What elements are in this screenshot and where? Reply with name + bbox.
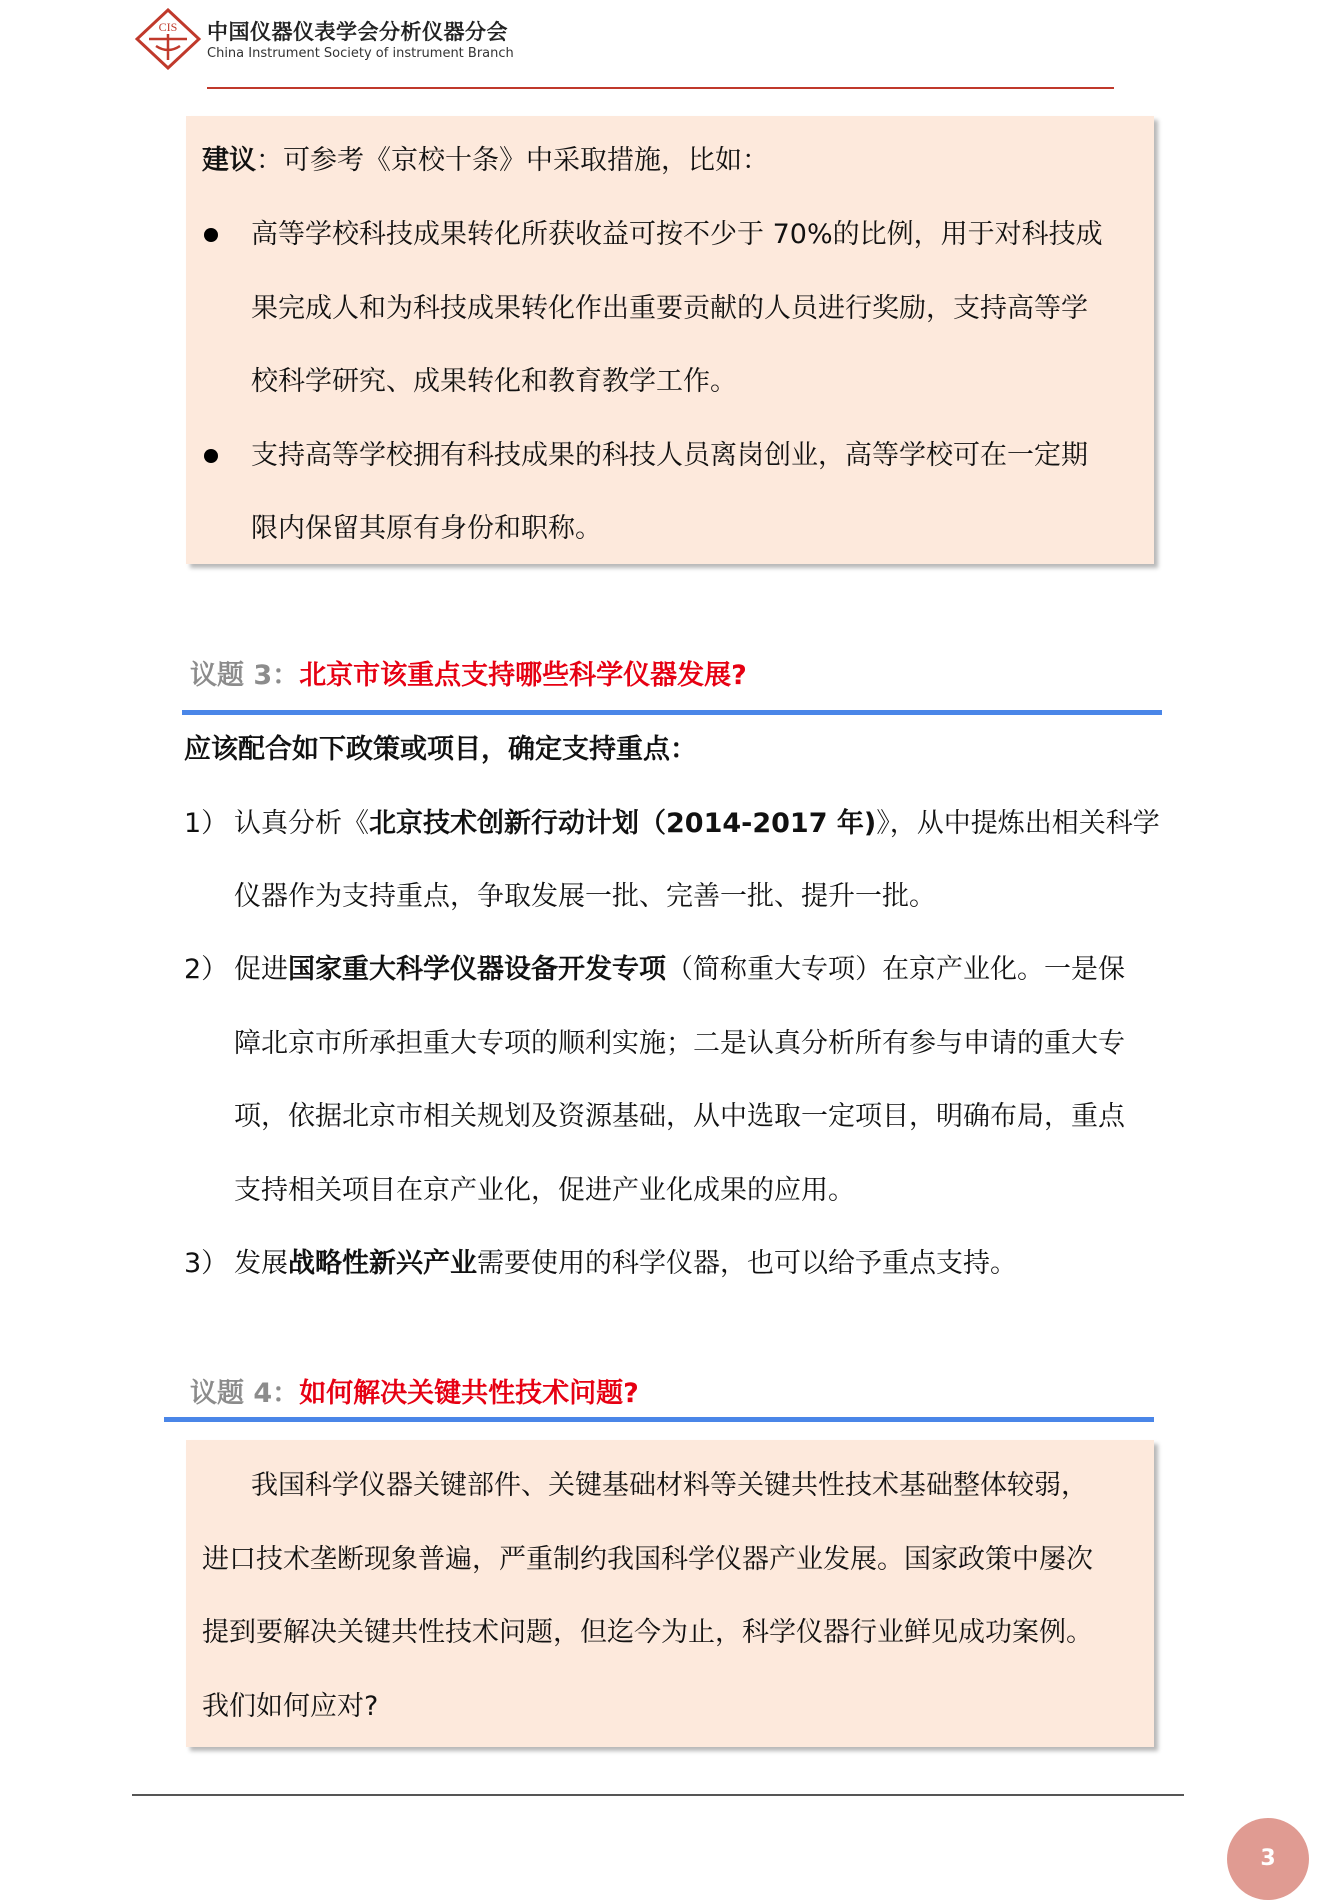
- item-3-post: 需要使用的科学仪器，也可以给予重点支持。: [477, 1248, 1017, 1279]
- topic-3-heading: [190, 658, 747, 694]
- topic-3-title: 北京市该重点支持哪些科学仪器发展?: [299, 660, 747, 691]
- topic-4-heading: [190, 1376, 639, 1412]
- bullet-icon: [204, 228, 218, 242]
- topic-4-para-line-3: 提到要解决关键共性技术问题，但迄今为止，科学仪器行业鲜见成功案例。: [202, 1617, 1093, 1648]
- topic-3-lead: 应该配合如下政策或项目，确定支持重点：: [184, 734, 697, 765]
- item-1-post: 》，从中提炼出相关科学: [876, 808, 1160, 839]
- suggestion-box: [186, 116, 1154, 564]
- item-1-line-2: 仪器作为支持重点，争取发展一批、完善一批、提升一批。: [234, 881, 936, 912]
- item-2-line-4: 支持相关项目在京产业化，促进产业化成果的应用。: [234, 1175, 855, 1206]
- item-1-line-1: [234, 806, 1160, 842]
- org-name-cn: 中国仪器仪表学会分析仪器分会: [207, 20, 508, 44]
- topic-4-para-line-4: 我们如何应对?: [202, 1691, 379, 1722]
- suggestion-intro: [202, 143, 769, 179]
- topic-3-rule: [182, 710, 1162, 715]
- header-divider: [207, 87, 1114, 89]
- bullet-1-line-3: 校科学研究、成果转化和教育教学工作。: [251, 366, 737, 397]
- topic-4-title: 如何解决关键共性技术问题?: [299, 1378, 639, 1409]
- item-1-bold: 北京技术创新行动计划（2014-2017 年): [369, 808, 877, 839]
- item-2-post: （简称重大专项）在京产业化。一是保: [666, 954, 1125, 985]
- logo-text: CIS: [158, 20, 178, 34]
- bullet-1-line-2: 果完成人和为科技成果转化作出重要贡献的人员进行奖励，支持高等学: [251, 293, 1088, 324]
- bullet-icon: [204, 449, 218, 463]
- item-3-line-1: [234, 1246, 1017, 1282]
- item-2-number: 2）: [184, 954, 229, 985]
- footer-divider: [132, 1794, 1184, 1796]
- bullet-2-line-1: 支持高等学校拥有科技成果的科技人员离岗创业，高等学校可在一定期: [251, 440, 1088, 471]
- item-1-pre: 认真分析《: [234, 808, 369, 839]
- topic-3-prefix: 议题 3：: [190, 660, 300, 691]
- item-2-line-2: 障北京市所承担重大专项的顺利实施；二是认真分析所有参与申请的重大专: [234, 1028, 1125, 1059]
- topic-4-rule: [164, 1417, 1154, 1422]
- suggestion-intro-text: ：可参考《京校十条》中采取措施，比如：: [256, 145, 769, 176]
- page-number-badge: 3: [1227, 1818, 1309, 1900]
- topic-4-para-line-1: 我国科学仪器关键部件、关键基础材料等关键共性技术基础整体较弱，: [251, 1470, 1088, 1501]
- item-1-number: 1）: [184, 808, 229, 839]
- item-2-bold: 国家重大科学仪器设备开发专项: [288, 954, 666, 985]
- topic-4-prefix: 议题 4：: [190, 1378, 300, 1409]
- item-3-pre: 发展: [234, 1248, 288, 1279]
- bullet-2-line-2: 限内保留其原有身份和职称。: [251, 513, 602, 544]
- bullet-1-line-1: 高等学校科技成果转化所获收益可按不少于 70%的比例，用于对科技成: [251, 219, 1103, 250]
- item-2-line-1: [234, 952, 1125, 988]
- item-2-pre: 促进: [234, 954, 288, 985]
- org-name-en: China Instrument Society of instrument Branch: [207, 46, 514, 61]
- topic-4-para-line-2: 进口技术垄断现象普遍，严重制约我国科学仪器产业发展。国家政策中屡次: [202, 1544, 1093, 1575]
- suggestion-label: 建议: [202, 145, 256, 176]
- item-3-number: 3）: [184, 1248, 229, 1279]
- page-header: [135, 8, 535, 70]
- item-3-bold: 战略性新兴产业: [288, 1248, 477, 1279]
- item-2-line-3: 项，依据北京市相关规划及资源基础，从中选取一定项目，明确布局，重点: [234, 1101, 1125, 1132]
- cis-logo-icon: [135, 8, 201, 70]
